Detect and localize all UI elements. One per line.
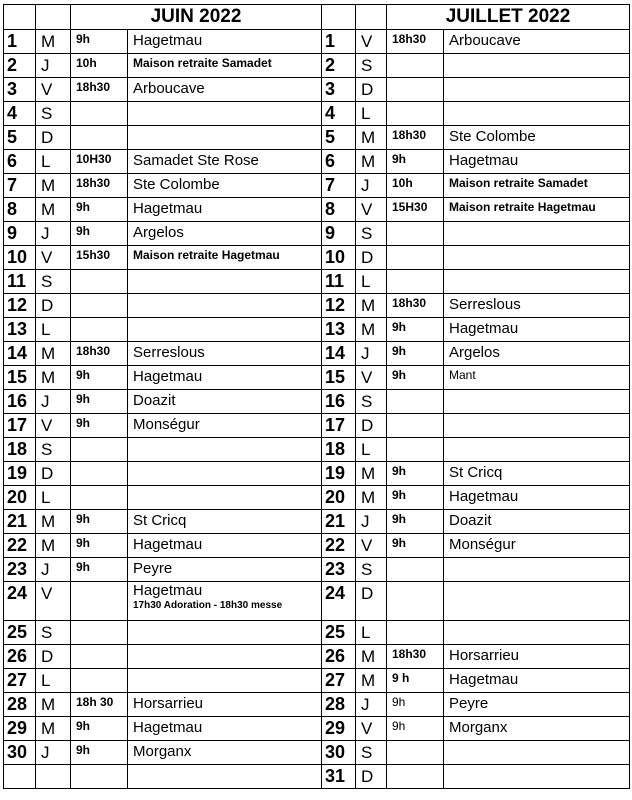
june-weekday: M [36, 366, 71, 390]
july-mass-time: 9h [387, 510, 444, 534]
june-mass-time: 10h [71, 54, 128, 78]
july-weekday: J [356, 174, 387, 198]
july-mass-time [387, 558, 444, 582]
table-row [4, 765, 630, 789]
june-mass-time [71, 318, 128, 342]
june-mass-place: Morganx [128, 741, 322, 765]
june-mass-time: 18h30 [71, 342, 128, 366]
july-day-number: 15 [322, 366, 356, 390]
june-mass-time: 15h30 [71, 246, 128, 270]
table-row [4, 510, 630, 534]
july-mass-time: 18h30 [387, 294, 444, 318]
july-weekday: M [356, 294, 387, 318]
june-mass-time: 9h [71, 510, 128, 534]
table-row [4, 414, 630, 438]
june-mass-time: 9h [71, 222, 128, 246]
july-mass-time: 9h [387, 366, 444, 390]
table-row [4, 717, 630, 741]
june-weekday: V [36, 246, 71, 270]
table-row [4, 102, 630, 126]
june-mass-place: Peyre [128, 558, 322, 582]
july-day-number: 20 [322, 486, 356, 510]
june-weekday: J [36, 390, 71, 414]
july-mass-time [387, 414, 444, 438]
july-day-number: 6 [322, 150, 356, 174]
july-mass-time [387, 765, 444, 789]
june-mass-place [128, 462, 322, 486]
june-header-blank-day [4, 5, 36, 30]
june-mass-time: 9h [71, 30, 128, 54]
july-weekday: M [356, 486, 387, 510]
june-weekday: M [36, 534, 71, 558]
table-row [4, 693, 630, 717]
july-weekday: M [356, 462, 387, 486]
june-mass-time: 18h 30 [71, 693, 128, 717]
july-mass-time: 9h [387, 534, 444, 558]
june-mass-place: Ste Colombe [128, 174, 322, 198]
june-mass-time: 18h30 [71, 174, 128, 198]
july-mass-place: Hagetmau [444, 486, 630, 510]
july-mass-time [387, 222, 444, 246]
june-weekday: S [36, 621, 71, 645]
june-mass-place [128, 669, 322, 693]
july-day-number: 4 [322, 102, 356, 126]
july-day-number: 11 [322, 270, 356, 294]
july-day-number: 27 [322, 669, 356, 693]
july-day-number: 17 [322, 414, 356, 438]
june-weekday: L [36, 318, 71, 342]
june-day-number: 3 [4, 78, 36, 102]
june-day-number: 8 [4, 198, 36, 222]
june-mass-place [128, 318, 322, 342]
july-mass-time: 9 h [387, 669, 444, 693]
june-mass-time: 10H30 [71, 150, 128, 174]
june-day-number: 5 [4, 126, 36, 150]
june-weekday: M [36, 342, 71, 366]
july-mass-place: Maison retraite Hagetmau [444, 198, 630, 222]
table-row [4, 342, 630, 366]
july-mass-time: 10h [387, 174, 444, 198]
june-mass-place [128, 270, 322, 294]
june-day-number: 28 [4, 693, 36, 717]
july-mass-time [387, 54, 444, 78]
june-day-number: 17 [4, 414, 36, 438]
table-row [4, 54, 630, 78]
july-weekday: M [356, 318, 387, 342]
july-mass-time: 18h30 [387, 30, 444, 54]
july-mass-place: Arboucave [444, 30, 630, 54]
june-day-number: 21 [4, 510, 36, 534]
june-mass-place [128, 102, 322, 126]
june-mass-time [71, 582, 128, 621]
july-day-number: 5 [322, 126, 356, 150]
july-mass-place: Morganx [444, 717, 630, 741]
july-weekday: S [356, 741, 387, 765]
june-mass-time: 9h [71, 366, 128, 390]
july-month-title: JUILLET 2022 [387, 5, 630, 30]
july-mass-place: Argelos [444, 342, 630, 366]
june-day-number: 13 [4, 318, 36, 342]
table-row [4, 669, 630, 693]
june-mass-place: Argelos [128, 222, 322, 246]
july-mass-place: Hagetmau [444, 150, 630, 174]
july-weekday: M [356, 126, 387, 150]
june-mass-time [71, 462, 128, 486]
june-mass-place [128, 438, 322, 462]
june-day-number: 24 [4, 582, 36, 621]
july-mass-time [387, 78, 444, 102]
july-mass-time [387, 270, 444, 294]
june-day-number: 1 [4, 30, 36, 54]
june-day-number: 15 [4, 366, 36, 390]
july-weekday: V [356, 717, 387, 741]
june-mass-time [71, 270, 128, 294]
june-mass-place: Hagetmau [128, 366, 322, 390]
june-day-number: 19 [4, 462, 36, 486]
july-mass-place [444, 246, 630, 270]
july-day-number: 13 [322, 318, 356, 342]
june-weekday: S [36, 438, 71, 462]
july-day-number: 30 [322, 741, 356, 765]
june-day-number: 9 [4, 222, 36, 246]
june-mass-place: Maison retraite Samadet [128, 54, 322, 78]
june-mass-place [128, 621, 322, 645]
table-row [4, 78, 630, 102]
june-weekday: L [36, 669, 71, 693]
july-mass-place: Hagetmau [444, 318, 630, 342]
table-row [4, 150, 630, 174]
june-weekday: V [36, 582, 71, 621]
june-day-number: 12 [4, 294, 36, 318]
july-day-number: 31 [322, 765, 356, 789]
table-row [4, 366, 630, 390]
june-mass-place: Serreslous [128, 342, 322, 366]
june-mass-place [128, 126, 322, 150]
june-day-number: 4 [4, 102, 36, 126]
july-mass-place [444, 54, 630, 78]
table-row [4, 534, 630, 558]
table-row [4, 294, 630, 318]
july-mass-place: Maison retraite Samadet [444, 174, 630, 198]
july-weekday: L [356, 621, 387, 645]
july-mass-time: 15H30 [387, 198, 444, 222]
june-mass-time: 9h [71, 390, 128, 414]
july-mass-place [444, 621, 630, 645]
july-mass-time: 9h [387, 342, 444, 366]
july-weekday: M [356, 645, 387, 669]
july-mass-time: 9h [387, 150, 444, 174]
june-mass-place: Doazit [128, 390, 322, 414]
june-weekday: M [36, 510, 71, 534]
july-mass-place [444, 78, 630, 102]
june-day-number: 29 [4, 717, 36, 741]
june-weekday: D [36, 294, 71, 318]
june-mass-place: Hagetmau [128, 198, 322, 222]
june-weekday [36, 765, 71, 789]
july-weekday: J [356, 510, 387, 534]
july-mass-place [444, 222, 630, 246]
july-day-number: 16 [322, 390, 356, 414]
june-mass-place-name: Hagetmau [133, 582, 203, 599]
june-mass-time: 9h [71, 558, 128, 582]
june-mass-time: 9h [71, 717, 128, 741]
july-day-number: 12 [322, 294, 356, 318]
june-weekday: M [36, 198, 71, 222]
july-weekday: D [356, 765, 387, 789]
june-month-title: JUIN 2022 [71, 5, 322, 30]
table-row [4, 438, 630, 462]
june-day-number: 25 [4, 621, 36, 645]
june-mass-place: Monségur [128, 414, 322, 438]
july-weekday: S [356, 390, 387, 414]
june-day-number: 27 [4, 669, 36, 693]
july-weekday: D [356, 246, 387, 270]
july-mass-place: Serreslous [444, 294, 630, 318]
june-weekday: J [36, 558, 71, 582]
july-day-number: 28 [322, 693, 356, 717]
june-mass-place: Maison retraite Hagetmau [128, 246, 322, 270]
june-weekday: D [36, 462, 71, 486]
table-row [4, 30, 630, 54]
june-mass-time [71, 486, 128, 510]
table-row [4, 246, 630, 270]
july-mass-time: 18h30 [387, 645, 444, 669]
july-weekday: L [356, 102, 387, 126]
july-weekday: M [356, 669, 387, 693]
july-weekday: S [356, 54, 387, 78]
june-day-number: 23 [4, 558, 36, 582]
july-day-number: 3 [322, 78, 356, 102]
july-mass-place: Peyre [444, 693, 630, 717]
july-weekday: L [356, 438, 387, 462]
june-mass-time [71, 294, 128, 318]
july-mass-place [444, 741, 630, 765]
july-day-number: 24 [322, 582, 356, 621]
table-row [4, 198, 630, 222]
june-header-blank-weekday [36, 5, 71, 30]
july-day-number: 19 [322, 462, 356, 486]
june-weekday: M [36, 717, 71, 741]
july-day-number: 18 [322, 438, 356, 462]
july-mass-time [387, 438, 444, 462]
june-mass-place: Samadet Ste Rose [128, 150, 322, 174]
june-weekday: J [36, 222, 71, 246]
july-weekday: D [356, 414, 387, 438]
july-mass-time [387, 390, 444, 414]
july-mass-place: Ste Colombe [444, 126, 630, 150]
june-mass-place [128, 294, 322, 318]
july-mass-place: Monségur [444, 534, 630, 558]
june-weekday: L [36, 486, 71, 510]
june-weekday: L [36, 150, 71, 174]
july-day-number: 23 [322, 558, 356, 582]
july-weekday: J [356, 342, 387, 366]
july-day-number: 8 [322, 198, 356, 222]
june-day-number: 11 [4, 270, 36, 294]
table-row [4, 462, 630, 486]
june-mass-time: 9h [71, 414, 128, 438]
july-mass-place: Mant [444, 366, 630, 390]
july-day-number: 22 [322, 534, 356, 558]
july-mass-place: Hagetmau [444, 669, 630, 693]
june-weekday: S [36, 102, 71, 126]
june-mass-time: 9h [71, 741, 128, 765]
july-day-number: 26 [322, 645, 356, 669]
july-mass-time [387, 621, 444, 645]
july-mass-place: Doazit [444, 510, 630, 534]
july-mass-place [444, 438, 630, 462]
july-mass-place: Horsarrieu [444, 645, 630, 669]
june-mass-place [128, 486, 322, 510]
table-row [4, 741, 630, 765]
july-weekday: D [356, 78, 387, 102]
july-mass-place: St Cricq [444, 462, 630, 486]
june-mass-place: Hagetmau [128, 717, 322, 741]
june-day-number: 6 [4, 150, 36, 174]
july-day-number: 9 [322, 222, 356, 246]
june-weekday: M [36, 30, 71, 54]
july-mass-place [444, 765, 630, 789]
july-mass-place [444, 582, 630, 621]
july-weekday: V [356, 366, 387, 390]
june-day-number [4, 765, 36, 789]
july-day-number: 2 [322, 54, 356, 78]
june-mass-time [71, 765, 128, 789]
table-row [4, 222, 630, 246]
june-weekday: S [36, 270, 71, 294]
july-header-blank-weekday [356, 5, 387, 30]
june-mass-place: St Cricq [128, 510, 322, 534]
june-mass-time: 9h [71, 198, 128, 222]
june-day-number: 22 [4, 534, 36, 558]
july-day-number: 10 [322, 246, 356, 270]
july-weekday: D [356, 582, 387, 621]
july-mass-time: 18h30 [387, 126, 444, 150]
june-mass-note: 17h30 Adoration - 18h30 messe [133, 600, 283, 611]
july-header-blank-day [322, 5, 356, 30]
june-weekday: J [36, 741, 71, 765]
june-day-number: 26 [4, 645, 36, 669]
table-row [4, 390, 630, 414]
mass-schedule-table [3, 4, 630, 789]
july-day-number: 1 [322, 30, 356, 54]
june-day-number: 18 [4, 438, 36, 462]
table-row [4, 126, 630, 150]
june-mass-time [71, 669, 128, 693]
july-weekday: V [356, 198, 387, 222]
calendar-body [4, 30, 630, 789]
july-mass-place [444, 390, 630, 414]
june-weekday: V [36, 414, 71, 438]
june-mass-place: Hagetmau [128, 534, 322, 558]
june-mass-place: Hagetmau [128, 30, 322, 54]
table-row [4, 486, 630, 510]
june-mass-time [71, 438, 128, 462]
july-weekday: J [356, 693, 387, 717]
july-weekday: V [356, 30, 387, 54]
june-mass-place [128, 645, 322, 669]
table-row [4, 318, 630, 342]
july-day-number: 21 [322, 510, 356, 534]
july-day-number: 7 [322, 174, 356, 198]
june-day-number: 16 [4, 390, 36, 414]
july-weekday: S [356, 558, 387, 582]
july-mass-time [387, 582, 444, 621]
june-day-number: 30 [4, 741, 36, 765]
june-mass-time: 9h [71, 534, 128, 558]
table-row [4, 645, 630, 669]
july-mass-place [444, 414, 630, 438]
table-row [4, 270, 630, 294]
june-weekday: D [36, 126, 71, 150]
june-day-number: 10 [4, 246, 36, 270]
june-mass-time [71, 645, 128, 669]
june-weekday: M [36, 174, 71, 198]
june-day-number: 7 [4, 174, 36, 198]
july-mass-time [387, 246, 444, 270]
june-mass-place [128, 765, 322, 789]
july-mass-time: 9h [387, 462, 444, 486]
july-weekday: V [356, 534, 387, 558]
july-mass-place [444, 270, 630, 294]
july-mass-place [444, 102, 630, 126]
june-mass-place [128, 582, 322, 621]
table-row [4, 582, 630, 621]
table-row [4, 558, 630, 582]
july-weekday: M [356, 150, 387, 174]
july-mass-time [387, 102, 444, 126]
june-day-number: 2 [4, 54, 36, 78]
june-weekday: M [36, 693, 71, 717]
june-mass-place: Horsarrieu [128, 693, 322, 717]
july-day-number: 14 [322, 342, 356, 366]
june-mass-time [71, 102, 128, 126]
june-mass-place: Arboucave [128, 78, 322, 102]
july-mass-time: 9h [387, 486, 444, 510]
june-weekday: V [36, 78, 71, 102]
table-row [4, 174, 630, 198]
july-weekday: S [356, 222, 387, 246]
july-weekday: L [356, 270, 387, 294]
june-weekday: J [36, 54, 71, 78]
july-mass-time [387, 741, 444, 765]
june-mass-time [71, 126, 128, 150]
july-mass-time: 9h [387, 318, 444, 342]
june-day-number: 14 [4, 342, 36, 366]
july-mass-time: 9h [387, 717, 444, 741]
july-day-number: 29 [322, 717, 356, 741]
june-day-number: 20 [4, 486, 36, 510]
table-row [4, 621, 630, 645]
july-mass-time: 9h [387, 693, 444, 717]
july-day-number: 25 [322, 621, 356, 645]
june-mass-time: 18h30 [71, 78, 128, 102]
july-mass-place [444, 558, 630, 582]
june-weekday: D [36, 645, 71, 669]
june-mass-time [71, 621, 128, 645]
